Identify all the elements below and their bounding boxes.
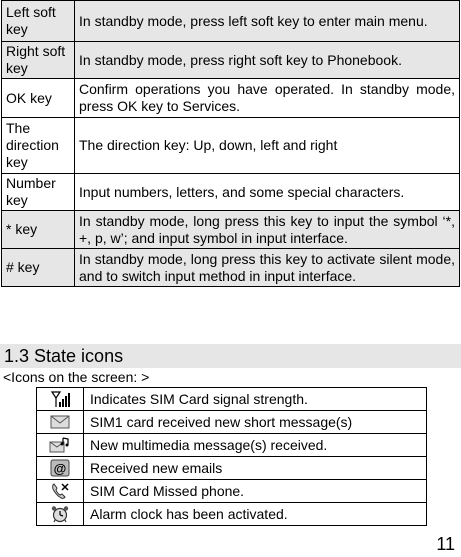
key-description: In standby mode, press left soft key to enter main menu. (75, 1, 460, 42)
key-row (2, 118, 460, 174)
key-description: Confirm operations you have operated. In standby mode, press OK key to Services. (75, 79, 460, 118)
alarm-clock-icon (50, 505, 70, 523)
key-name: The direction key (2, 118, 75, 174)
icon-description: SIM1 card received new short message(s) (84, 411, 427, 434)
key-description: The direction key: Up, down, left and right (75, 118, 460, 174)
key-description: Input numbers, letters, and some special characters. (75, 174, 460, 211)
envelope-icon (50, 414, 70, 430)
icon-row (37, 480, 427, 503)
icons-intro: <Icons on the screen: > (3, 369, 150, 385)
key-row (2, 79, 460, 118)
key-name: Number key (2, 174, 75, 211)
key-row (2, 1, 460, 42)
icon-row (37, 457, 427, 480)
key-row (2, 249, 460, 287)
icons-table (36, 387, 427, 526)
email-at-icon (50, 459, 70, 477)
icon-row (37, 503, 427, 526)
key-name: # key (2, 249, 75, 287)
key-row (2, 211, 460, 249)
key-name: * key (2, 211, 75, 249)
icon-row (37, 434, 427, 457)
section-heading: 1.3 State icons (0, 344, 461, 368)
page-number: 11 (436, 534, 455, 554)
key-row (2, 42, 460, 79)
icon-description: Indicates SIM Card signal strength. (84, 388, 427, 411)
key-row (2, 174, 460, 211)
icon-description: Alarm clock has been activated. (84, 503, 427, 526)
signal-strength-icon (50, 390, 70, 408)
icon-row (37, 411, 427, 434)
icon-description: Received new emails (84, 457, 427, 480)
icon-description: SIM Card Missed phone. (84, 480, 427, 503)
key-name: Right soft key (2, 42, 75, 79)
key-name: Left soft key (2, 1, 75, 42)
missed-call-icon (50, 482, 70, 500)
key-description: In standby mode, long press this key to input the symbol ‘*, +, p, w’; and input symbol in input interface. (75, 211, 460, 249)
keys-table (1, 0, 460, 287)
icon-description: New multimedia message(s) received. (84, 434, 427, 457)
key-name: OK key (2, 79, 75, 118)
key-description: In standby mode, long press this key to activate silent mode, and to switch input method in input interface. (75, 249, 460, 287)
multimedia-message-icon (49, 437, 71, 453)
key-description: In standby mode, press right soft key to Phonebook. (75, 42, 460, 79)
icon-row (37, 388, 427, 411)
svg-text:@: @ (53, 461, 67, 476)
